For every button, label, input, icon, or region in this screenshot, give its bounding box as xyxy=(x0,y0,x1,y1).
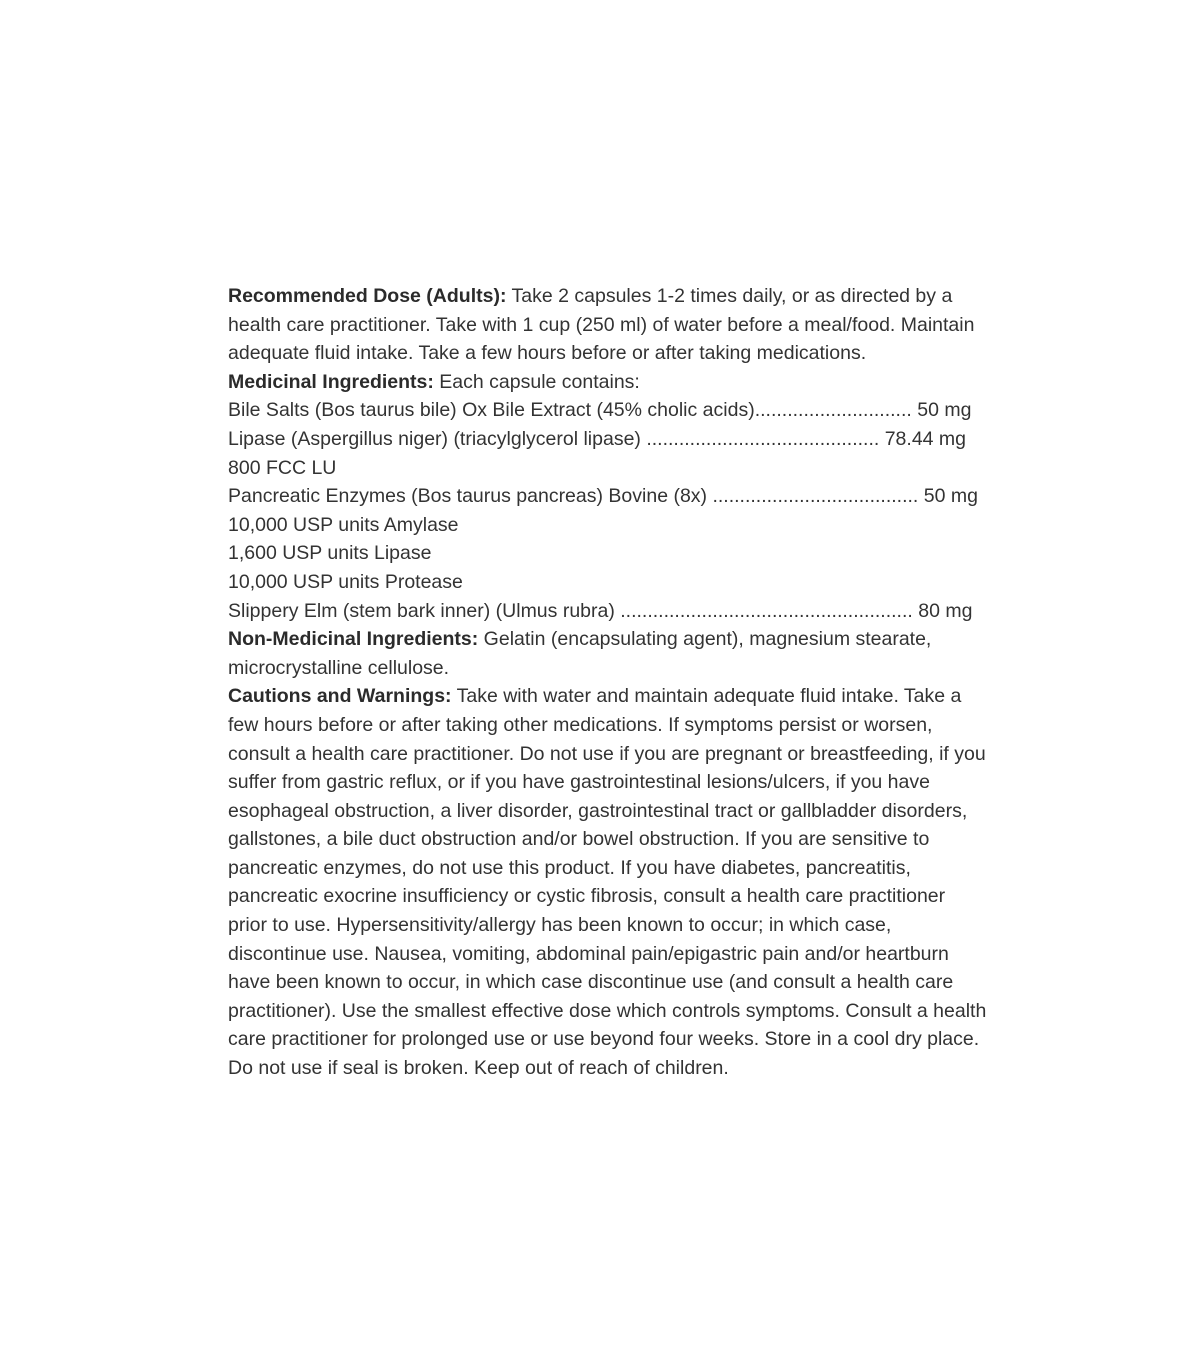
dose-line-1 xyxy=(228,282,988,311)
dose-line-2: health care practitioner. Take with 1 cup (250 ml) of water before a meal/food. Maintain xyxy=(228,313,975,336)
ingredient-line: 1,600 USP units Lipase xyxy=(228,542,432,565)
cautions-line: pancreatic exocrine insufficiency or cystic fibrosis, consult a health care practitioner xyxy=(228,885,946,908)
ingredient-line: Slippery Elm (stem bark inner) (Ulmus rubra) ...................................................... 80 mg xyxy=(228,599,973,622)
cautions-line: pancreatic enzymes, do not use this product. If you have diabetes, pancreatitis, xyxy=(228,856,911,879)
non-medicinal-line-1 xyxy=(228,625,988,654)
cautions-line: gallstones, a bile duct obstruction and/or bowel obstruction. If you are sensitive to xyxy=(228,828,930,851)
non-medicinal-line-2: microcrystalline cellulose. xyxy=(228,656,450,679)
cautions-line: esophageal obstruction, a liver disorder, gastrointestinal tract or gallbladder disorders, xyxy=(228,799,968,822)
product-label-text xyxy=(228,282,988,1083)
ingredient-line: 10,000 USP units Protease xyxy=(228,570,463,593)
non-medicinal-heading: Non-Medicinal Ingredients: xyxy=(228,628,479,651)
dose-heading: Recommended Dose (Adults): xyxy=(228,285,507,307)
cautions-line: prior to use. Hypersensitivity/allergy has been known to occur; in which case, xyxy=(228,914,892,937)
ingredient-line: Pancreatic Enzymes (Bos taurus pancreas) Bovine (8x) ...................................... 50 mg xyxy=(228,485,978,508)
cautions-line-1 xyxy=(228,682,988,711)
cautions-line: care practitioner for prolonged use or use beyond four weeks. Store in a cool dry place. xyxy=(228,1028,980,1051)
medicinal-heading-line xyxy=(228,368,988,397)
cautions-text: Take with water and maintain adequate fluid intake. Take a xyxy=(451,685,962,708)
ingredient-line: Lipase (Aspergillus niger) (triacylglycerol lipase) ........................................... 78.44 mg xyxy=(228,427,967,450)
cautions-line: Do not use if seal is broken. Keep out of reach of children. xyxy=(228,1057,729,1080)
cautions-line: consult a health care practitioner. Do not use if you are pregnant or breastfeeding, if you xyxy=(228,742,986,765)
cautions-line: few hours before or after taking other medications. If symptoms persist or worsen, xyxy=(228,713,933,736)
cautions-line: practitioner). Use the smallest effective dose which controls symptoms. Consult a health xyxy=(228,999,987,1022)
medicinal-intro: Each capsule contains: xyxy=(433,370,640,393)
dose-line-3: adequate fluid intake. Take a few hours before or after taking medications. xyxy=(228,342,867,365)
cautions-line: suffer from gastric reflux, or if you have gastrointestinal lesions/ulcers, if you have xyxy=(228,771,930,794)
cautions-line: have been known to occur, in which case discontinue use (and consult a health care xyxy=(228,971,954,994)
non-medicinal-text: Gelatin (encapsulating agent), magnesium stearate, xyxy=(478,628,932,651)
cautions-heading: Cautions and Warnings: xyxy=(228,685,452,708)
ingredient-line: Bile Salts (Bos taurus bile) Ox Bile Extract (45% cholic acids)............................. 50 mg xyxy=(228,399,972,422)
ingredient-line: 800 FCC LU xyxy=(228,456,337,479)
dose-text: Take 2 capsules 1-2 times daily, or as directed by a xyxy=(506,285,953,307)
ingredient-line: 10,000 USP units Amylase xyxy=(228,513,459,536)
medicinal-heading: Medicinal Ingredients: xyxy=(228,370,434,393)
cautions-line: discontinue use. Nausea, vomiting, abdominal pain/epigastric pain and/or heartburn xyxy=(228,942,949,965)
